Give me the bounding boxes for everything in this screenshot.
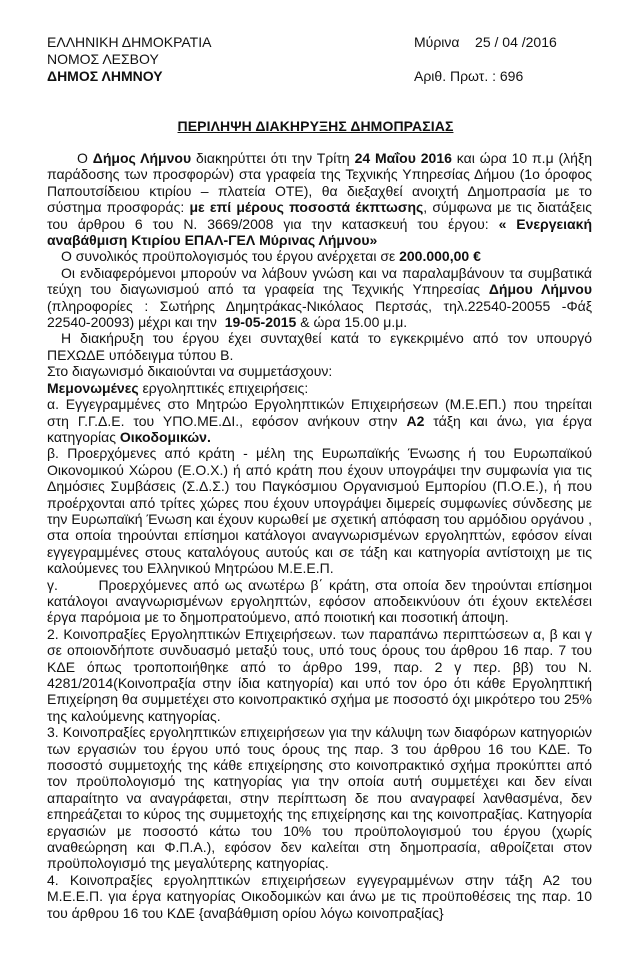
text-run: διακηρύττει ότι την Τρίτη: [191, 150, 355, 166]
item-4-joint-ventures: 4. Κοινοπραξίες εργοληπτικών επιχειρήσεων εγγεγραμμένων στην τάξη Α2 του Μ.Ε.Ε.Π. για έργα κατηγορίας Οικοδομικών και άνω με τις προϋποθέσεις της παρ. 10 του άρθρου 16 του ΚΔΕ {αναβάθμιση ορίου λόγω κοινοπραξίας}: [47, 871, 592, 921]
header-republic: ΕΛΛΗΝΙΚΗ ΔΗΜΟΚΡΑΤΙΑ: [47, 34, 212, 50]
header-prefecture: ΝΟΜΟΣ ΛΕΣΒΟΥ: [47, 51, 159, 67]
text-run: α. Εγγεγραμμένες στο Μητρώο Εργοληπτικών Επιχειρήσεων (Μ.Ε.ΕΠ.) που τηρείται στη Γ.Γ.Δ.Ε. του ΥΠΟ.ΜΕ.ΔΙ., εφόσον ανήκουν στην: [47, 396, 592, 429]
header-left: [47, 34, 211, 85]
text-run: (πληροφορίες : Σωτήρης Δημητράκας-Νικόλαος Περτσάς, τηλ.22540-20055 -Φάξ 22540-20093) μέχρι και την: [47, 281, 596, 331]
paragraph-individual: [47, 380, 592, 396]
text-run: τάξη και άνω, για έργα κατηγορίας: [47, 412, 592, 445]
offer-system: με επί μέρους ποσοστά έκπτωσης: [189, 199, 424, 216]
paragraph-budget: [47, 248, 592, 264]
header-right: [414, 34, 557, 85]
text-run: και ώρα 10 π.μ (λήξη παράδοσης των προσφορών) στα γραφεία της Τεχνικής Υπηρεσίας Δήμου (1ο όροφος Παπουτσίδειου κτιρίου – πλατεία ΟΤΕ), θα διεξαχθεί ανοιχτή Δημοπρασία με το σύστημα προσφοράς:: [47, 150, 593, 216]
class-a2: Α2: [406, 412, 425, 429]
municipality-name: Δήμου Λήμνου: [488, 281, 592, 298]
item-2-joint-ventures: 2. Κοινοπραξίες Εργοληπτικών Επιχειρήσεων. των παραπάνω περιπτώσεων α, β και γ σε οποιονδήποτε συνδυασμό μεταξύ τους, υπό τους όρους του άρθρου 16 παρ. 7 του ΚΔΕ όπως τροποποιήθηκε από το άρθρο 199, παρ. 2 γ περ. ββ) του Ν. 4281/2014(Κοινοπραξία στην ίδια κατηγορία) και υπό τον όρο ότι κάθε Εργοληπτική Επιχείρηση θα συμμετέχει στο κοινοπρακτικό σχήμα με ποσοστό όχι μικρότερο του 25% της καλούμενης κατηγορίας.: [47, 625, 592, 724]
budget-amount: 200.000,00 €: [399, 248, 481, 265]
individual-label: Μεμονωμένες: [47, 379, 139, 396]
text-run: Ο: [77, 150, 93, 166]
paragraph-eligibility: Στο διαγωνισμό δικαιούνται να συμμετάσχουν:: [47, 363, 333, 380]
text-run: εργοληπτικές επιχειρήσεις:: [138, 379, 309, 396]
header-protocol-number: Αριθ. Πρωτ. : 696: [414, 68, 524, 84]
document-body: [47, 150, 596, 921]
text-run: , σύμφωνα με τις διατάξεις του άρθρου 6 του Ν. 3669/2008 για την κατασκευή του έργου:: [47, 199, 592, 232]
paragraph-announcement: [47, 150, 592, 248]
municipality-name: Δήμος Λήμνου: [92, 150, 192, 166]
item-b: β. Προερχόμενες από κράτη - μέλη της Ευρωπαϊκής Ένωσης ή του Ευρωπαϊκού Οικονομικού Χώρου (Ε.Ο.Χ.) ή από κράτη που έχουν υπογράψει την συμφωνία για τις Δημόσιες Συμβάσεις (Σ.Δ.Σ.) του Παγκόσμιου Οργανισμού Εμπορίου (Π.Ο.Ε.), ή που προέρχονται από τρίτες χώρες που έχουν υπογράψει διμερείς συμφωνίες σύνδεσης με την Ευρωπαϊκή Ένωση και έχουν κυρωθεί με σχετική απόφαση του αρμόδιου οργάνου , στα οποία τηρούνται επίσημοι κατάλογοι αναγνωρισμένων εργοληπτών, εφόσον είναι εγγεγραμμένες στους καταλόγους αυτούς και σε τάξη και κατηγορία αντίστοιχη με τις καλούμενες του Ελληνικού Μητρώου Μ.Ε.Ε.Π.: [47, 445, 592, 577]
category-building: Οικοδομικών.: [119, 428, 211, 445]
text-run: Οι ενδιαφερόμενοι μπορούν να λάβουν γνώση και να παραλαμβάνουν τα συμβατικά τεύχη του διαγωνισμού από τα γραφεία της Τεχνικής Υπηρεσίας: [47, 264, 592, 298]
item-a: [47, 396, 592, 445]
header-municipality: ΔΗΜΟΣ ΛΗΜΝΟΥ: [47, 68, 163, 84]
paragraph-documents: [47, 264, 596, 331]
item-c: γ. Προερχόμενες από ως ανωτέρω β΄ κράτη, στα οποία δεν τηρούνται επίσημοι κατάλογοι αναγνωρισμένων εργοληπτών, εφόσον αποδεικνύουν ότι έχουν εκτελέσει έργα παρόμοια με το δημοπρατούμενο, από ποιοτική και ποσοτική άποψη.: [47, 576, 596, 626]
paragraph-template: Η διακήρυξη του έργου έχει συνταχθεί κατά το εγκεκριμένο από τον υπουργό ΠΕΧΩΔΕ υπόδειγμα τύπου Β.: [47, 330, 592, 363]
item-3-joint-ventures: 3. Κοινοπραξίες εργοληπτικών επιχειρήσεων για την κάλυψη των διαφόρων κατηγοριών των εργασιών του έργου υπό τους όρους της παρ. 3 του άρθρου 16 του ΚΔΕ. Το ποσοστό συμμετοχής της κάθε επιχείρησης στο κοινοπρακτικό σχήμα προκύπτει από τον προϋπολογισμό της κατηγορίας για την οποία αυτή συμμετέχει και δεν είναι απαραίτητο να αναγράφεται, στην περίπτωση δε που αναγραφεί λανθασμένα, δεν επηρεάζεται το κύρος της συμμετοχής της επιχείρησης και της κοινοπραξίας. Κατηγορία εργασιών με ποσοστό κάτω του 10% του προϋπολογισμού του έργου (χωρίς αναθεώρηση και Φ.Π.Α.), εφόσον δεν καλείται στη δημοπρασία, αθροίζεται στον προϋπολογισμό της μεγαλύτερης κατηγορίας.: [47, 724, 592, 872]
text-run: Ο συνολικός προϋπολογισμός του έργου ανέρχεται σε: [61, 248, 400, 265]
deadline-date: 19-05-2015: [224, 314, 297, 331]
header-place-date: Μύρινα 25 / 04 /2016: [414, 34, 557, 50]
auction-date: 24 Μαΐου 2016: [354, 150, 452, 166]
text-run: & ώρα 15.00 μ.μ.: [296, 314, 408, 331]
project-title: « Ενεργειακή αναβάθμιση Κτιρίου ΕΠΑΛ-ΓΕΛ Μύρινας Λήμνου»: [47, 215, 592, 249]
page-title: ΠΕΡΙΛΗΨΗ ΔΙΑΚΗΡΥΞΗΣ ΔΗΜΟΠΡΑΣΙΑΣ: [177, 118, 454, 134]
